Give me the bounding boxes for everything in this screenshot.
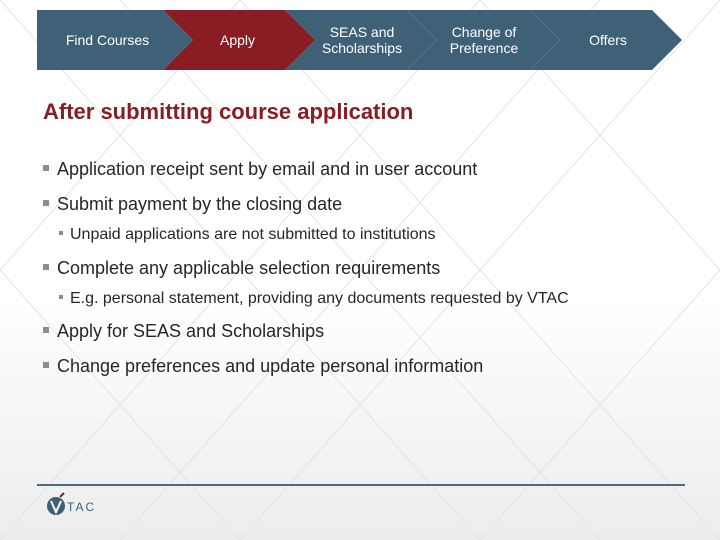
bullet-text: Change preferences and update personal information — [57, 356, 484, 376]
sub-bullet-item — [59, 226, 436, 244]
bullet-marker — [43, 362, 49, 368]
svg-text:TAC: TAC — [67, 500, 97, 514]
bullet-text: Submit payment by the closing date — [57, 194, 343, 214]
bullet-marker — [43, 327, 49, 333]
sub-bullet-marker — [59, 295, 63, 299]
sub-bullet-text: Unpaid applications are not submitted to institutions — [70, 226, 436, 243]
bullet-marker — [43, 264, 49, 270]
footer-divider — [37, 484, 685, 486]
vtac-logo — [46, 492, 106, 520]
bullet-text: Apply for SEAS and Scholarships — [57, 321, 325, 341]
slide-title: After submitting course application — [43, 99, 414, 124]
sub-bullet-text: E.g. personal statement, providing any documents requested by VTAC — [70, 290, 569, 307]
step-seas-scholarships[interactable]: SEAS and Scholarships — [321, 24, 403, 56]
bullet-item — [43, 356, 483, 377]
bullet-item — [43, 159, 477, 180]
step-change-of-preference[interactable]: Change of Preference — [449, 24, 519, 56]
bullet-marker — [43, 165, 49, 171]
process-steps — [0, 0, 720, 80]
bullet-item — [43, 321, 324, 342]
bullet-item — [43, 258, 440, 279]
step-offers[interactable]: Offers — [589, 32, 627, 48]
bullet-item — [43, 194, 342, 215]
step-apply[interactable]: Apply — [219, 32, 256, 48]
bullet-text: Complete any applicable selection requirements — [57, 258, 441, 278]
sub-bullet-item — [59, 290, 569, 308]
sub-bullet-marker — [59, 231, 63, 235]
bullet-marker — [43, 200, 49, 206]
bullet-text: Application receipt sent by email and in user account — [57, 159, 478, 179]
step-find-courses[interactable]: Find Courses — [65, 32, 150, 48]
